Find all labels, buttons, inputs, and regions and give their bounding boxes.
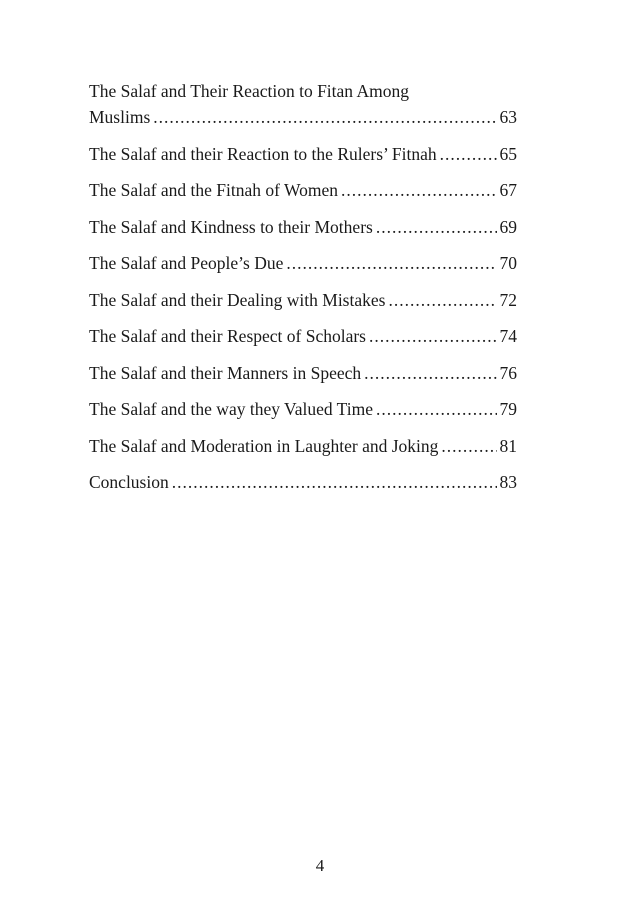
toc-entry (89, 214, 517, 240)
dot-leader (376, 214, 497, 240)
toc-entry-title-line1: The Salaf and Their Reaction to Fitan Among (89, 81, 409, 101)
toc-entry-page: 79 (499, 399, 517, 419)
toc-entry (89, 250, 517, 276)
toc-entry (89, 141, 517, 167)
dot-leader (341, 177, 496, 203)
toc-entry (89, 177, 517, 203)
toc-entry-title: The Salaf and People’s Due (89, 253, 284, 273)
toc-entry-page: 81 (499, 435, 517, 456)
toc-entry-page: 69 (499, 216, 517, 237)
toc-entry-page: 76 (499, 362, 517, 383)
dot-leader (172, 469, 497, 495)
toc-entry (89, 396, 517, 422)
toc-entry-title: The Salaf and their Dealing with Mistakes (89, 289, 386, 310)
toc-entry-title: The Salaf and their Respect of Scholars (89, 326, 366, 346)
page-number: 4 (315, 856, 325, 875)
toc-entry (89, 360, 517, 386)
toc-entry-title: The Salaf and Kindness to their Mothers (89, 216, 373, 237)
toc-entry-page: 70 (499, 253, 517, 273)
dot-leader (364, 360, 496, 386)
dot-leader (376, 396, 497, 422)
toc-entry-page: 67 (499, 180, 517, 200)
toc-entry-page: 63 (499, 107, 517, 127)
toc-entry-title: Muslims (89, 107, 151, 127)
toc-entry-title: The Salaf and the Fitnah of Women (89, 180, 339, 200)
dot-leader (440, 141, 497, 167)
toc-entry-title: The Salaf and their Manners in Speech (89, 362, 362, 383)
dot-leader (388, 287, 496, 313)
toc-entry-title: The Salaf and their Reaction to the Rulers’ Fitnah (89, 143, 437, 164)
toc-entry (89, 433, 517, 459)
dot-leader (369, 323, 497, 349)
toc-entry (89, 323, 517, 349)
toc-entry (89, 287, 517, 313)
toc-entry-title: Conclusion (89, 472, 169, 492)
table-of-contents (89, 78, 517, 506)
toc-entry (89, 78, 517, 130)
dot-leader (286, 250, 496, 276)
toc-entry (89, 469, 517, 495)
toc-entry-title: The Salaf and the way they Valued Time (89, 399, 373, 419)
toc-entry-page: 83 (499, 472, 517, 492)
toc-entry-page: 74 (499, 326, 517, 346)
toc-entry-title: The Salaf and Moderation in Laughter and Joking (89, 435, 439, 456)
dot-leader (153, 104, 496, 130)
dot-leader (441, 433, 496, 459)
toc-entry-page: 65 (499, 143, 517, 164)
toc-entry-page: 72 (499, 289, 517, 310)
